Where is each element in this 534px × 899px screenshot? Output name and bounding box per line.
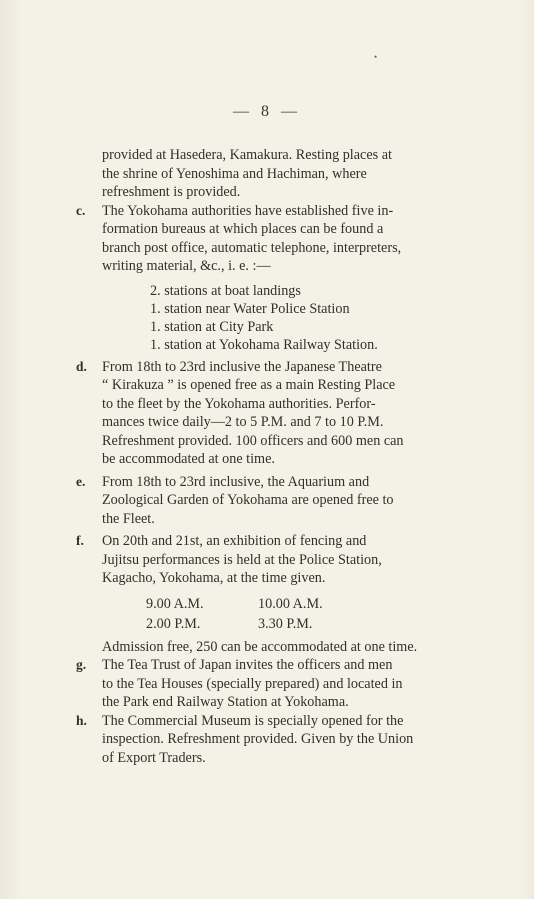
page-content [46, 146, 498, 767]
text-line: to the Tea Houses (specially prepared) and located in [102, 675, 403, 692]
item-e [46, 473, 498, 529]
time-cell: 10.00 A.M. [258, 595, 323, 612]
text-line: writing material, &c., i. e. :— [102, 258, 271, 274]
text-line: the shrine of Yenoshima and Hachiman, where [102, 165, 367, 182]
station-list [150, 282, 498, 354]
list-item: 1. station near Water Police Station [150, 300, 350, 317]
item-label: c. [76, 202, 86, 218]
times-table [146, 594, 498, 634]
text-line: From 18th to 23rd inclusive the Japanese Theatre [102, 358, 382, 375]
text-line: Admission free, 250 can be accommodated at one time. [102, 638, 418, 655]
item-h [46, 712, 498, 768]
text-line: Kagacho, Yokohama, at the time given. [102, 570, 326, 586]
text-line: From 18th to 23rd inclusive, the Aquarium and [102, 473, 370, 490]
text-line: provided at Hasedera, Kamakura. Resting places at [102, 147, 392, 163]
item-label: d. [76, 358, 87, 374]
text-line: refreshment is provided. [102, 184, 241, 200]
item-f [46, 532, 498, 588]
item-c [46, 202, 498, 276]
time-cell: 9.00 A.M. [146, 595, 204, 612]
table-row [146, 594, 498, 614]
table-row [146, 614, 498, 634]
text-line: formation bureaus at which places can be found a [102, 221, 384, 237]
list-item: 1. station at City Park [150, 318, 274, 335]
text-line: be accommodated at one time. [102, 451, 275, 467]
text-line: Jujitsu performances is held at the Police Station, [102, 551, 382, 568]
text-line: mances twice daily—2 to 5 P.M. and 7 to 10 P.M. [102, 414, 384, 430]
text-line: to the fleet by the Yokohama authorities. Perfor- [102, 395, 376, 412]
text-line: inspection. Refreshment provided. Given by the Union [102, 731, 414, 747]
page-number: — 8 — [233, 103, 301, 120]
item-g [46, 656, 498, 712]
text-line: “ Kirakuza ” is opened free as a main Resting Place [102, 377, 396, 393]
item-label: h. [76, 712, 87, 728]
item-label: e. [76, 473, 86, 489]
list-item: 2. stations at boat landings [150, 282, 301, 299]
text-line: On 20th and 21st, an exhibition of fencing and [102, 533, 367, 549]
admission-note [46, 638, 498, 657]
text-line: branch post office, automatic telephone, interpreters, [102, 239, 402, 256]
text-line: Zoological Garden of Yokohama are opened free to [102, 492, 394, 508]
time-cell: 2.00 P.M. [146, 615, 201, 632]
text-line: the Park end Railway Station at Yokohama. [102, 694, 349, 710]
item-label: g. [76, 657, 87, 672]
page-mark: • [374, 52, 378, 62]
text-line: the Fleet. [102, 510, 155, 527]
list-item: 1. station at Yokohama Railway Station. [150, 336, 378, 353]
text-line: Refreshment provided. 100 officers and 600 men can [102, 432, 404, 449]
intro-paragraph [46, 146, 498, 202]
text-line: The Tea Trust of Japan invites the officers and men [102, 657, 393, 673]
text-line: The Commercial Museum is specially opened for the [102, 712, 404, 729]
item-label: f. [76, 533, 84, 548]
time-cell: 3.30 P.M. [258, 615, 313, 632]
text-line: The Yokohama authorities have established five in- [102, 202, 394, 219]
text-line: of Export Traders. [102, 749, 206, 766]
item-d [46, 358, 498, 469]
